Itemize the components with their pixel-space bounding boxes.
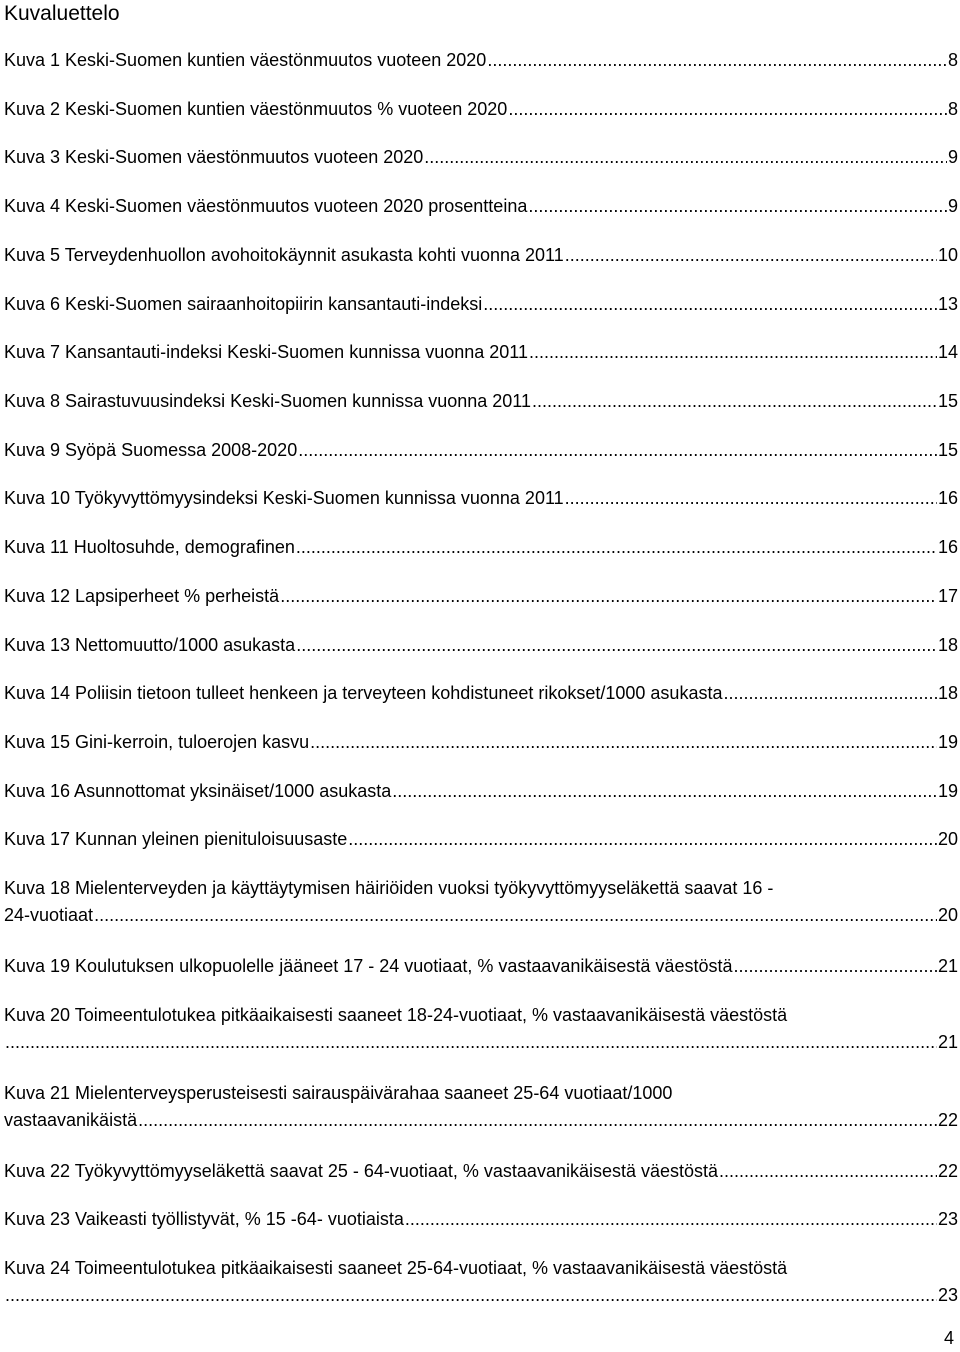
dot-leader [94,902,937,929]
toc-entry[interactable] [4,826,958,853]
toc-entry-title: Kuva 19 Koulutuksen ulkopuolelle jääneet 17 - 24 vuotiaat, % vastaavanikäisestä väestöstä [4,956,733,976]
dot-leader [5,1029,937,1056]
toc-entry-page: 9 [947,147,958,167]
toc-entry[interactable] [4,47,958,74]
toc-entry[interactable] [4,1255,958,1309]
toc-entry-page: 23 [937,1209,958,1229]
toc-entry[interactable] [4,339,958,366]
toc-entry[interactable] [4,680,958,707]
toc-entry-title: Kuva 1 Keski-Suomen kuntien väestönmuutos vuoteen 2020 [4,50,487,70]
toc-entry-page: 21 [937,1032,958,1052]
dot-leader [723,680,937,707]
toc-entry-page: 8 [947,50,958,70]
toc-entry[interactable] [4,193,958,220]
toc-entry-title: Kuva 4 Keski-Suomen väestönmuutos vuoteen 2020 prosentteina [4,196,528,216]
dot-leader [733,953,936,980]
dot-leader [392,778,937,805]
dot-leader [719,1158,937,1185]
dot-leader [532,388,937,415]
toc-entry-page: 8 [947,99,958,119]
toc-entry[interactable] [4,242,958,269]
toc-entry[interactable] [4,388,958,415]
toc-entry[interactable] [4,534,958,561]
toc-entry-page: 15 [937,391,958,411]
toc-entry-page: 22 [937,1161,958,1181]
toc-entry-title: Kuva 10 Työkyvyttömyysindeksi Keski-Suomen kunnissa vuonna 2011 [4,488,564,508]
toc-entry[interactable] [4,291,958,318]
toc-entry[interactable] [4,778,958,805]
toc-entry-title-continued: 24-vuotiaat [4,905,94,925]
toc-entry[interactable] [4,1080,958,1134]
toc-entry-page: 19 [937,732,958,752]
toc-entry-page: 14 [937,342,958,362]
dot-leader [565,485,937,512]
dot-leader [280,583,937,610]
toc-entry[interactable] [4,632,958,659]
toc-entry-page: 16 [937,488,958,508]
toc-entry-page: 16 [937,537,958,557]
toc-entry-title: Kuva 23 Vaikeasti työllistyvät, % 15 -64- vuotiaista [4,1209,404,1229]
toc-entry-page: 15 [937,440,958,460]
toc-entry-page: 19 [937,781,958,801]
toc-entry-page: 13 [937,294,958,314]
toc-entry[interactable] [4,437,958,464]
toc-entry-title: Kuva 2 Keski-Suomen kuntien väestönmuutos % vuoteen 2020 [4,99,508,119]
toc-entry-title: Kuva 20 Toimeentulotukea pitkäaikaisesti saaneet 18-24-vuotiaat, % vastaavanikäisestä väestöstä [4,1005,788,1025]
dot-leader [424,144,947,171]
toc-entry[interactable] [4,485,958,512]
toc-entry-title: Kuva 3 Keski-Suomen väestönmuutos vuoteen 2020 [4,147,424,167]
toc-entry-page: 20 [937,905,958,925]
page-title: Kuvaluettelo [4,2,120,25]
toc-entry[interactable] [4,875,958,929]
dot-leader [405,1206,937,1233]
dot-leader [529,339,937,366]
toc-entry-title: Kuva 11 Huoltosuhde, demografinen [4,537,295,557]
toc-entry-page: 10 [937,245,958,265]
page-number: 4 [943,1328,954,1348]
toc-entry-title: Kuva 13 Nettomuutto/1000 asukasta [4,635,296,655]
toc-entry-title: Kuva 18 Mielenterveyden ja käyttäytymisen häiriöiden vuoksi työkyvyttömyyseläkettä saavat 16 - [4,878,774,898]
toc-entry[interactable] [4,953,958,980]
toc-entry-title: Kuva 22 Työkyvyttömyyseläkettä saavat 25 - 64-vuotiaat, % vastaavanikäisestä väestöstä [4,1161,719,1181]
dot-leader [508,96,947,123]
toc-entry-title: Kuva 8 Sairastuvuusindeksi Keski-Suomen kunnissa vuonna 2011 [4,391,531,411]
toc-entry-title: Kuva 5 Terveydenhuollon avohoitokäynnit asukasta kohti vuonna 2011 [4,245,564,265]
dot-leader [296,632,937,659]
toc-entry-title: Kuva 21 Mielenterveysperusteisesti sairauspäivärahaa saaneet 25-64 vuotiaat/1000 [4,1083,673,1103]
dot-leader [528,193,947,220]
toc-entry[interactable] [4,144,958,171]
toc-entry[interactable] [4,1002,958,1056]
toc-entry-page: 23 [937,1285,958,1305]
toc-entry-page: 21 [937,956,958,976]
dot-leader [298,437,937,464]
toc-entry-title: Kuva 6 Keski-Suomen sairaanhoitopiirin kansantauti-indeksi [4,294,483,314]
dot-leader [487,47,947,74]
toc-entry-page: 20 [937,829,958,849]
toc-entry-title: Kuva 24 Toimeentulotukea pitkäaikaisesti saaneet 25-64-vuotiaat, % vastaavanikäisestä väestöstä [4,1258,788,1278]
toc-entry-page: 22 [937,1110,958,1130]
toc-entry-title: Kuva 15 Gini-kerroin, tuloerojen kasvu [4,732,310,752]
toc-entry-title: Kuva 12 Lapsiperheet % perheistä [4,586,280,606]
dot-leader [138,1107,937,1134]
toc-entry[interactable] [4,729,958,756]
dot-leader [5,1282,937,1309]
toc-entry-page: 18 [937,683,958,703]
dot-leader [483,291,937,318]
toc-entry-page: 18 [937,635,958,655]
dot-leader [296,534,937,561]
toc-entry[interactable] [4,1206,958,1233]
toc-entry-page: 9 [947,196,958,216]
dot-leader [348,826,937,853]
toc-entry-title: Kuva 17 Kunnan yleinen pienituloisuusaste [4,829,348,849]
toc-entry[interactable] [4,583,958,610]
toc-entry-title: Kuva 9 Syöpä Suomessa 2008-2020 [4,440,298,460]
toc-entry-title: Kuva 7 Kansantauti-indeksi Keski-Suomen kunnissa vuonna 2011 [4,342,528,362]
toc-entry-title: Kuva 14 Poliisin tietoon tulleet henkeen ja terveyteen kohdistuneet rikokset/1000 asukasta [4,683,723,703]
dot-leader [310,729,937,756]
toc-entry[interactable] [4,96,958,123]
toc-entry-page: 17 [937,586,958,606]
toc-entry-title: Kuva 16 Asunnottomat yksinäiset/1000 asukasta [4,781,392,801]
dot-leader [565,242,937,269]
toc-entry-title-continued: vastaavanikäistä [4,1110,138,1130]
toc-entry[interactable] [4,1158,958,1185]
